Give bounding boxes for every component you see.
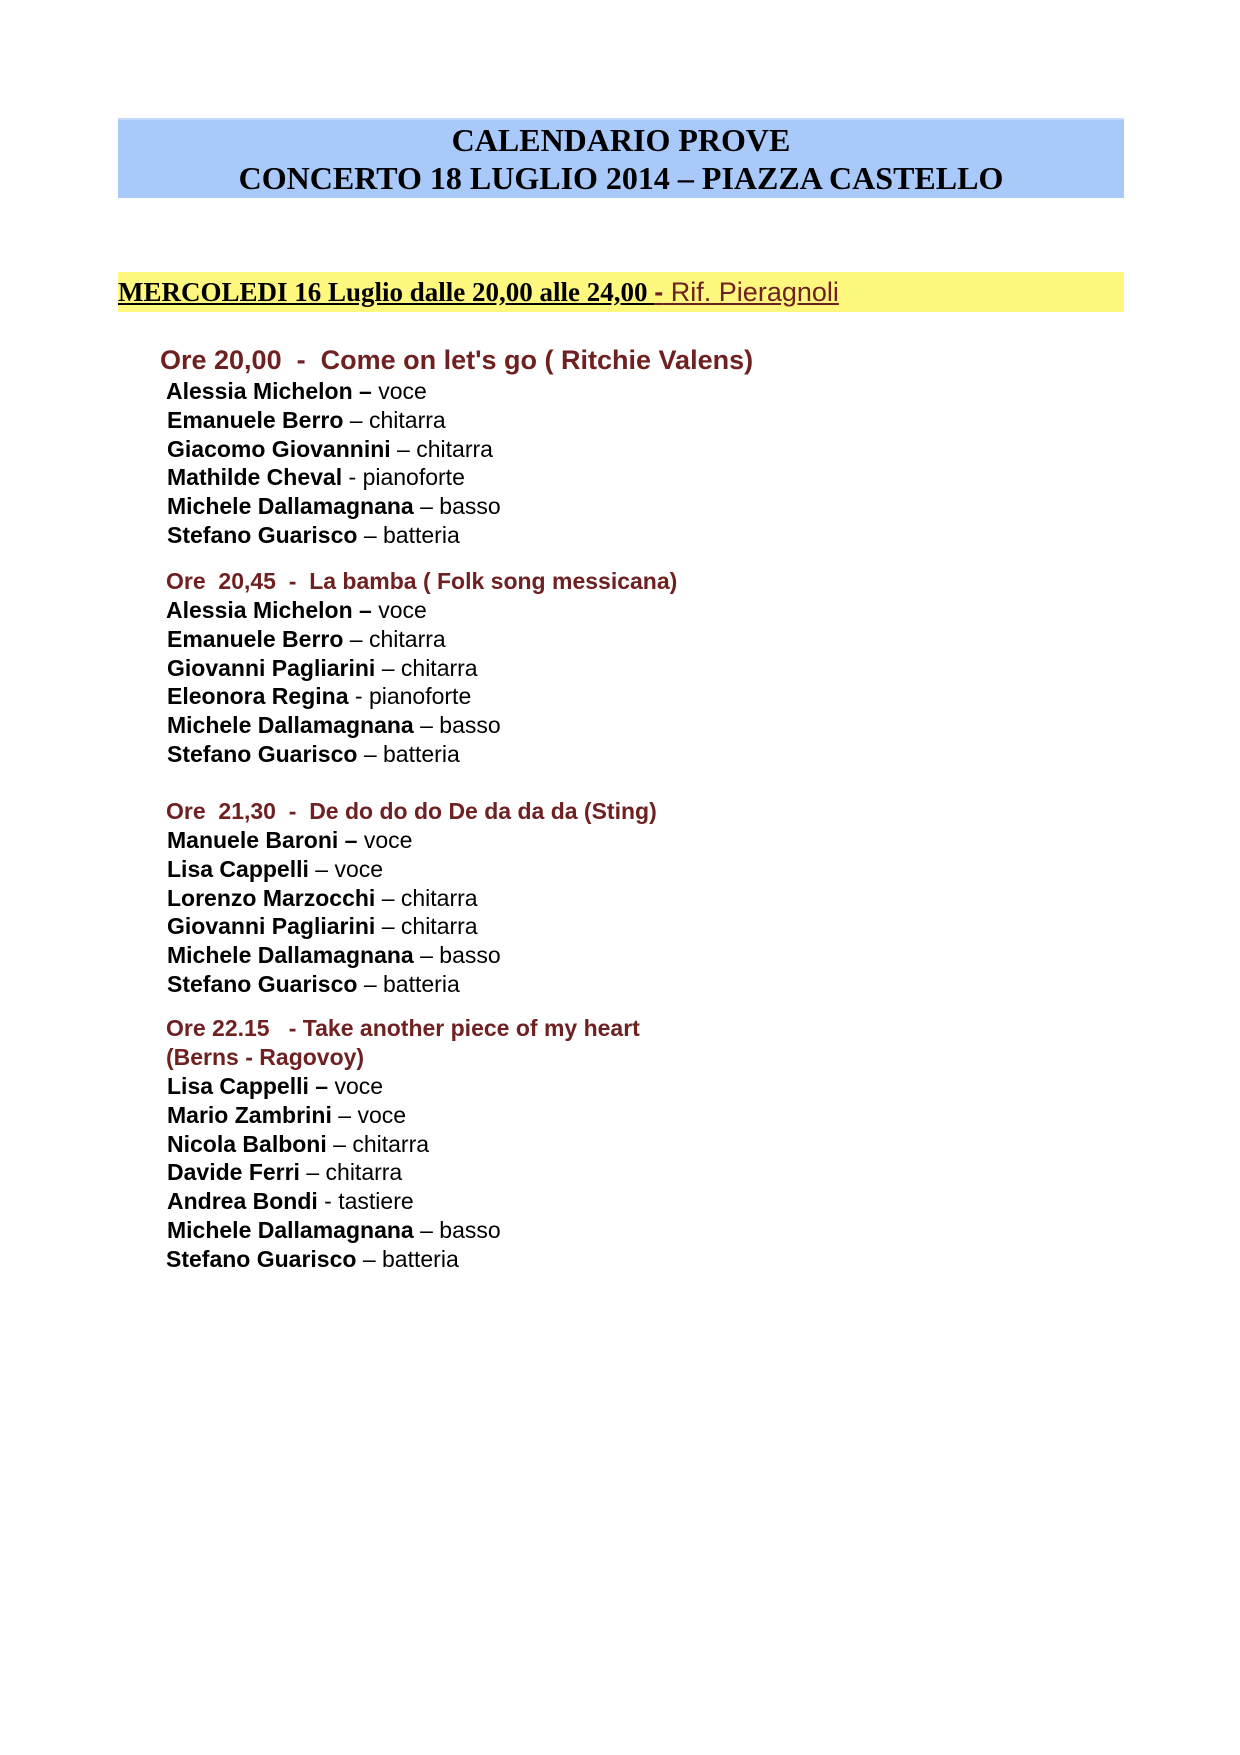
performer-name: Giacomo Giovannini bbox=[167, 435, 391, 462]
song-title: Ore 20,00 - Come on let's go ( Ritchie Valens) bbox=[160, 345, 754, 375]
performer-role: chitarra bbox=[368, 625, 446, 652]
header-subtitle: CONCERTO 18 LUGLIO 2014 – PIAZZA CASTELLO bbox=[238, 160, 1004, 196]
performer-row bbox=[167, 654, 1066, 683]
performer-role: tastiere bbox=[338, 1188, 414, 1215]
performer-sep: – bbox=[331, 1101, 358, 1128]
performer-name: Nicola Balboni bbox=[167, 1130, 327, 1157]
performer-role: chitarra bbox=[400, 654, 478, 681]
song-block bbox=[160, 343, 1066, 550]
performer-name: Michele Dallamagnana bbox=[167, 712, 414, 739]
performer-row bbox=[167, 826, 1066, 855]
performer-row bbox=[167, 1072, 1066, 1101]
performer-row bbox=[167, 855, 1066, 884]
performer-role: chitarra bbox=[416, 435, 493, 462]
performer-role: basso bbox=[439, 1216, 501, 1243]
performer-row bbox=[167, 521, 1066, 550]
performer-name: Mario Zambrini bbox=[167, 1101, 332, 1128]
song-block bbox=[166, 567, 1066, 769]
performer-name: Mathilde Cheval bbox=[167, 464, 343, 491]
performer-name: Manuele Baroni bbox=[167, 827, 339, 853]
performer-role: chitarra bbox=[400, 884, 478, 911]
performer-sep: – bbox=[308, 855, 335, 882]
performer-row bbox=[167, 1101, 1066, 1130]
performer-row bbox=[166, 377, 1066, 406]
performer-role: voce bbox=[363, 827, 413, 853]
performer-role: chitarra bbox=[325, 1159, 403, 1186]
performer-role: basso bbox=[439, 493, 501, 520]
performer-name: Michele Dallamagnana bbox=[167, 942, 414, 969]
performer-row bbox=[167, 682, 1066, 711]
performer-role: pianoforte bbox=[368, 683, 472, 710]
performer-role: chitarra bbox=[352, 1130, 430, 1157]
performer-name: Alessia Michelon bbox=[166, 378, 353, 404]
song-title: Ore 20,45 - La bamba ( Folk song messicana) bbox=[166, 568, 678, 594]
performer-row bbox=[167, 912, 1066, 941]
performer-name: Emanuele Berro bbox=[167, 625, 344, 652]
performer-name: Giovanni Pagliarini bbox=[167, 654, 376, 681]
performer-sep: – bbox=[375, 654, 401, 681]
performer-name: Davide Ferri bbox=[167, 1159, 300, 1186]
performer-sep: – bbox=[308, 1073, 335, 1099]
performer-sep: – bbox=[343, 406, 369, 433]
performer-sep: – bbox=[375, 913, 401, 940]
performer-row bbox=[166, 596, 1066, 625]
day-band bbox=[118, 272, 1124, 312]
song-block bbox=[166, 797, 1066, 999]
performer-row bbox=[167, 406, 1066, 435]
performer-role: voce bbox=[357, 1101, 407, 1128]
header-title: CALENDARIO PROVE bbox=[451, 122, 791, 158]
song-title: Ore 22.15 - Take another piece of my heart bbox=[166, 1015, 640, 1041]
performer-row bbox=[166, 1245, 1066, 1274]
performer-row bbox=[167, 1216, 1066, 1245]
performer-sep: – bbox=[352, 597, 379, 623]
performer-sep: – bbox=[299, 1159, 326, 1186]
performer-name: Lisa Cappelli bbox=[167, 855, 309, 882]
performer-name: Stefano Guarisco bbox=[166, 1245, 357, 1272]
performer-sep: – bbox=[413, 493, 440, 520]
performer-sep: - bbox=[317, 1188, 339, 1215]
performer-name: Lorenzo Marzocchi bbox=[167, 884, 376, 911]
performer-sep: – bbox=[326, 1130, 353, 1157]
day-place: Rif. Pieragnoli bbox=[663, 277, 839, 307]
performer-name: Stefano Guarisco bbox=[167, 970, 358, 997]
performer-role: chitarra bbox=[400, 913, 478, 940]
performer-row bbox=[167, 884, 1066, 913]
performer-sep: – bbox=[356, 1245, 383, 1272]
performer-name: Andrea Bondi bbox=[167, 1188, 318, 1215]
performer-sep: – bbox=[357, 970, 384, 997]
performer-role: batteria bbox=[382, 1245, 459, 1272]
performer-role: batteria bbox=[383, 521, 460, 548]
performer-sep: - bbox=[348, 683, 369, 710]
performer-role: basso bbox=[439, 942, 501, 969]
performer-row bbox=[167, 625, 1066, 654]
performer-role: voce bbox=[378, 597, 427, 623]
performer-role: voce bbox=[334, 855, 384, 882]
performer-sep: – bbox=[413, 942, 440, 969]
performer-sep: - bbox=[342, 464, 363, 491]
performer-role: chitarra bbox=[368, 406, 446, 433]
performer-name: Michele Dallamagnana bbox=[167, 1216, 414, 1243]
performer-sep: – bbox=[338, 827, 364, 853]
performer-name: Lisa Cappelli bbox=[167, 1073, 309, 1099]
performer-role: basso bbox=[439, 712, 501, 739]
performer-row bbox=[167, 941, 1066, 970]
performer-row bbox=[167, 740, 1066, 769]
performer-sep: – bbox=[343, 625, 369, 652]
performer-role: batteria bbox=[383, 740, 460, 767]
performer-row bbox=[167, 492, 1066, 521]
header-band bbox=[118, 118, 1124, 198]
performer-name: Stefano Guarisco bbox=[167, 740, 358, 767]
performer-row bbox=[167, 1130, 1066, 1159]
performer-row bbox=[167, 463, 1066, 492]
performer-role: voce bbox=[334, 1073, 384, 1099]
song-title-credit: (Berns - Ragovoy) bbox=[166, 1044, 365, 1070]
song-block bbox=[166, 1014, 1066, 1274]
performer-name: Giovanni Pagliarini bbox=[167, 913, 376, 940]
performer-sep: – bbox=[357, 740, 384, 767]
day-dash: - bbox=[654, 277, 664, 307]
performer-sep: – bbox=[357, 521, 384, 548]
performer-row bbox=[167, 435, 1066, 464]
performer-sep: – bbox=[375, 884, 401, 911]
performer-row bbox=[167, 970, 1066, 999]
day-text: MERCOLEDI 16 Luglio dalle 20,00 alle 24,00 bbox=[118, 277, 655, 307]
performer-role: batteria bbox=[383, 970, 460, 997]
performer-role: pianoforte bbox=[362, 464, 465, 491]
performer-row bbox=[167, 1158, 1066, 1187]
performer-name: Emanuele Berro bbox=[167, 406, 344, 433]
performer-sep: – bbox=[413, 712, 440, 739]
performer-name: Eleonora Regina bbox=[167, 683, 349, 710]
performer-row bbox=[167, 711, 1066, 740]
performer-name: Alessia Michelon bbox=[166, 597, 353, 623]
performer-row bbox=[167, 1187, 1066, 1216]
performer-name: Michele Dallamagnana bbox=[167, 493, 414, 520]
performer-sep: – bbox=[352, 378, 379, 404]
song-title: Ore 21,30 - De do do do De da da da (Sting) bbox=[166, 798, 657, 824]
performer-sep: – bbox=[413, 1216, 440, 1243]
performer-sep: – bbox=[390, 435, 417, 462]
performer-name: Stefano Guarisco bbox=[167, 521, 358, 548]
performer-role: voce bbox=[378, 378, 427, 404]
